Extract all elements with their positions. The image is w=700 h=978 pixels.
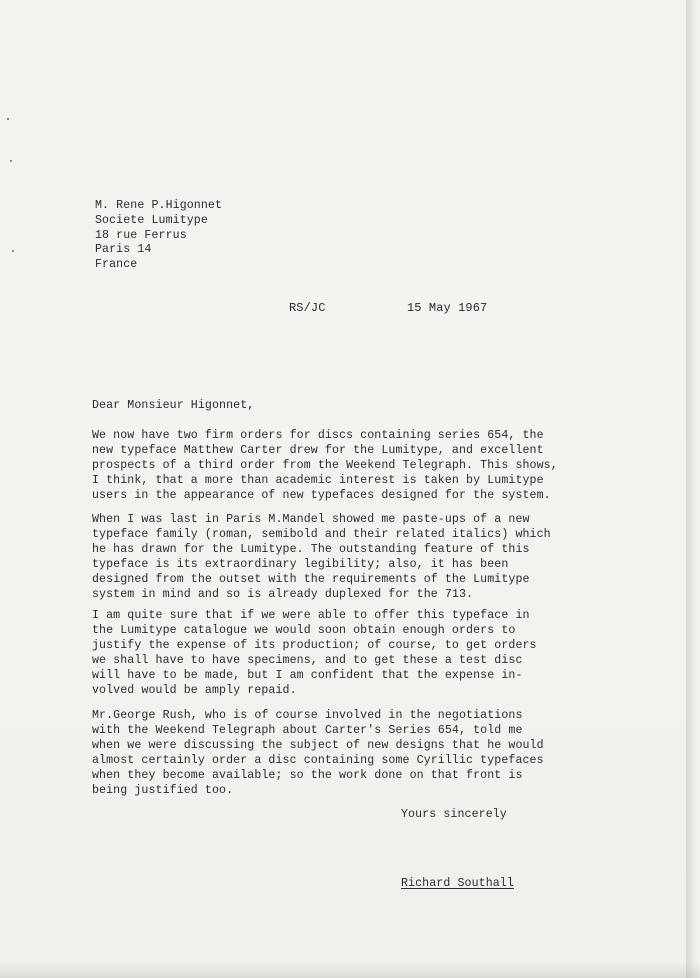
- paragraph-line: almost certainly order a disc containing some Cyrillic typefaces: [92, 753, 544, 767]
- address-line: France: [95, 258, 138, 272]
- letter-date: 15 May 1967: [407, 301, 488, 315]
- paragraph-line: will have to be made, but I am confident that the expense in-: [92, 668, 523, 682]
- address-line: M. Rene P.Higonnet: [95, 199, 223, 212]
- paragraph-line: justify the expense of its production; of course, to get orders: [92, 638, 537, 652]
- paper-edge: [686, 0, 700, 978]
- paragraph-line: when they become available; so the work done on that front is: [92, 768, 523, 782]
- paper-speck: [7, 118, 9, 120]
- salutation: Dear Monsieur Higonnet,: [92, 399, 255, 412]
- paragraph-line: new typeface Matthew Carter drew for the Lumitype, and excellent: [92, 443, 544, 457]
- paragraph-3: [92, 609, 562, 698]
- paper-speck: [10, 160, 12, 162]
- paragraph-line: I think, that a more than academic interest is taken by Lumitype: [92, 473, 544, 487]
- paragraph-line: volved would be amply repaid.: [92, 683, 297, 697]
- reference-code: RS/JC: [289, 301, 326, 315]
- paper-speck: [12, 250, 14, 252]
- paragraph-line: typeface family (roman, semibold and their related italics) which: [92, 527, 551, 541]
- paragraph-line: prospects of a third order from the Weekend Telegraph. This shows,: [92, 458, 558, 472]
- paper-edge-shadow: [0, 962, 700, 978]
- paragraph-line: We now have two firm orders for discs containing series 654, the: [92, 429, 544, 442]
- paragraph-2: [92, 513, 562, 602]
- signature-name: Richard Southall: [401, 877, 514, 890]
- paragraph-line: typeface is its extraordinary legibility; also, it has been: [92, 557, 509, 571]
- paragraph-line: system in mind and so is already duplexed for the 713.: [92, 587, 474, 601]
- paragraph-line: designed from the outset with the requirements of the Lumitype: [92, 572, 530, 586]
- paragraph-line: Mr.George Rush, who is of course involved in the negotiations: [92, 709, 523, 722]
- paragraph-line: with the Weekend Telegraph about Carter's Series 654, told me: [92, 723, 523, 737]
- paragraph-4: [92, 709, 562, 798]
- address-line: Paris 14: [95, 243, 152, 257]
- paragraph-line: he has drawn for the Lumitype. The outstanding feature of this: [92, 542, 530, 556]
- closing: Yours sincerely: [401, 808, 507, 821]
- address-line: Societe Lumitype: [95, 213, 208, 227]
- paragraph-line: When I was last in Paris M.Mandel showed me paste-ups of a new: [92, 513, 530, 526]
- paragraph-line: I am quite sure that if we were able to offer this typeface in: [92, 609, 530, 622]
- paragraph-line: being justified too.: [92, 783, 234, 797]
- paragraph-line: users in the appearance of new typefaces designed for the system.: [92, 488, 551, 502]
- paragraph-line: when we were discussing the subject of new designs that he would: [92, 738, 544, 752]
- paragraph-line: the Lumitype catalogue we would soon obtain enough orders to: [92, 623, 516, 637]
- paragraph-line: we shall have to have specimens, and to get these a test disc: [92, 653, 523, 667]
- paragraph-1: [92, 429, 562, 504]
- recipient-address: [95, 199, 222, 273]
- address-line: 18 rue Ferrus: [95, 228, 187, 242]
